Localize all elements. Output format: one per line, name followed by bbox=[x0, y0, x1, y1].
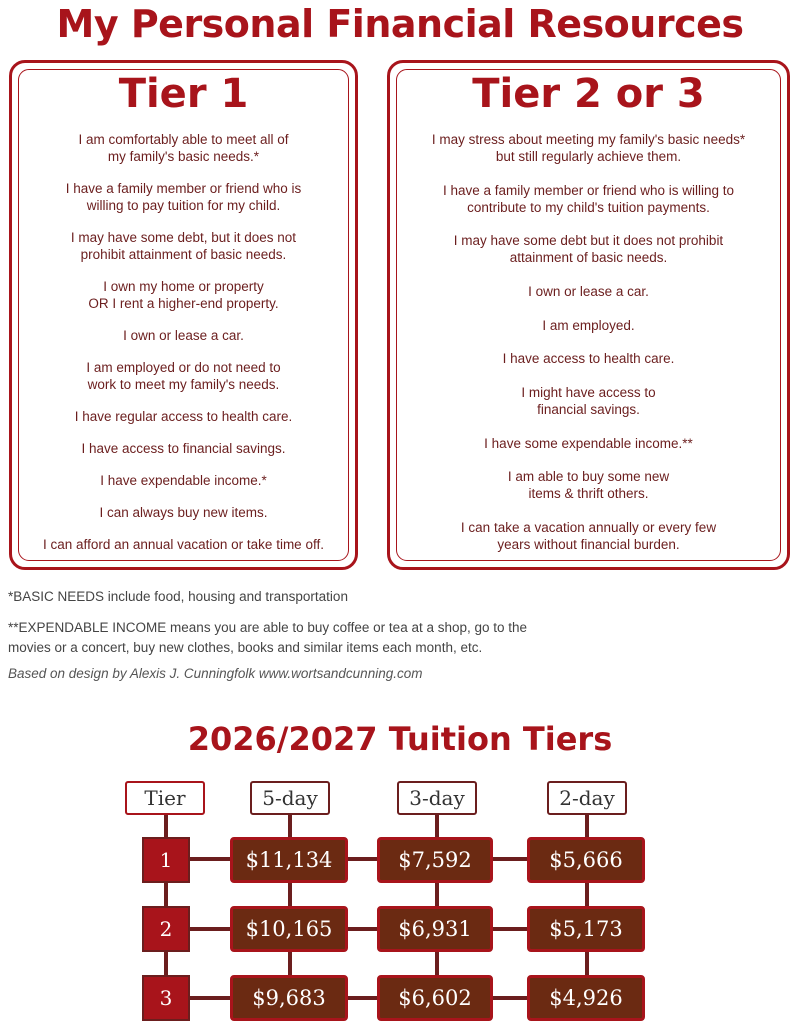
list-item: I have a family member or friend who is willing to pay tuition for my child. bbox=[65, 181, 302, 213]
tier-3-label: 3 bbox=[142, 975, 190, 1021]
basic-needs-note: *BASIC NEEDS include food, housing and transportation bbox=[8, 589, 348, 604]
list-item: I am able to buy some new items & thrift others. bbox=[507, 469, 670, 502]
price-tier-1-3-day: $7,592 bbox=[377, 837, 493, 883]
tier-2-3-list bbox=[396, 131, 781, 553]
tier-2-3-card bbox=[387, 60, 790, 570]
list-item: I may have some debt, but it does not prohibit attainment of basic needs. bbox=[70, 230, 297, 262]
list-item: I am comfortably able to meet all of my family's basic needs.* bbox=[78, 132, 289, 164]
credit-note: Based on design by Alexis J. Cunningfolk www.wortsandcunning.com bbox=[8, 666, 423, 681]
tier-2-label: 2 bbox=[142, 906, 190, 952]
list-item: I have some expendable income.** bbox=[484, 435, 693, 451]
list-item: I might have access to financial savings. bbox=[521, 384, 656, 417]
expendable-income-note: **EXPENDABLE INCOME means you are able to buy coffee or tea at a shop, go to the movies or a concert, buy new clothes, books and similar items each month, etc. bbox=[8, 620, 528, 655]
tier-header: Tier bbox=[125, 781, 205, 815]
list-item: I have access to health care. bbox=[502, 351, 675, 367]
list-item: I can afford an annual vacation or take time off. bbox=[43, 537, 324, 552]
price-tier-1-5-day: $11,134 bbox=[230, 837, 348, 883]
tuition-title: 2026/2027 Tuition Tiers bbox=[187, 720, 613, 758]
list-item: I can take a vacation annually or every few years without financial burden. bbox=[460, 519, 717, 552]
price-tier-2-2-day: $5,173 bbox=[527, 906, 645, 952]
price-tier-3-5-day: $9,683 bbox=[230, 975, 348, 1021]
price-tier-2-5-day: $10,165 bbox=[230, 906, 348, 952]
list-item: I have access to financial savings. bbox=[81, 441, 286, 456]
list-item: I own or lease a car. bbox=[123, 328, 244, 343]
list-item: I own my home or property OR I rent a higher-end property. bbox=[88, 279, 279, 311]
list-item: I have regular access to health care. bbox=[74, 409, 293, 424]
price-tier-1-2-day: $5,666 bbox=[527, 837, 645, 883]
column-header-3-day: 3-day bbox=[397, 781, 477, 815]
list-item: I may have some debt but it does not prohibit attainment of basic needs. bbox=[453, 233, 724, 266]
tier-1-card bbox=[9, 60, 358, 570]
tier-1-list bbox=[18, 131, 349, 553]
list-item: I am employed or do not need to work to meet my family's needs. bbox=[86, 360, 281, 392]
list-item: I am employed. bbox=[542, 317, 635, 333]
price-tier-3-3-day: $6,602 bbox=[377, 975, 493, 1021]
list-item: I own or lease a car. bbox=[528, 283, 649, 299]
tier-2-3-title: Tier 2 or 3 bbox=[472, 71, 705, 117]
price-tier-3-2-day: $4,926 bbox=[527, 975, 645, 1021]
tier-1-label: 1 bbox=[142, 837, 190, 883]
list-item: I can always buy new items. bbox=[99, 505, 268, 520]
column-header-5-day: 5-day bbox=[250, 781, 330, 815]
list-item: I may stress about meeting my family's basic needs* but still regularly achieve them. bbox=[431, 132, 746, 164]
tier-1-title: Tier 1 bbox=[118, 71, 249, 117]
price-tier-2-3-day: $6,931 bbox=[377, 906, 493, 952]
page-title: My Personal Financial Resources bbox=[56, 2, 744, 46]
list-item: I have expendable income.* bbox=[100, 473, 267, 488]
column-header-2-day: 2-day bbox=[547, 781, 627, 815]
list-item: I have a family member or friend who is willing to contribute to my child's tuition payments. bbox=[442, 182, 735, 215]
